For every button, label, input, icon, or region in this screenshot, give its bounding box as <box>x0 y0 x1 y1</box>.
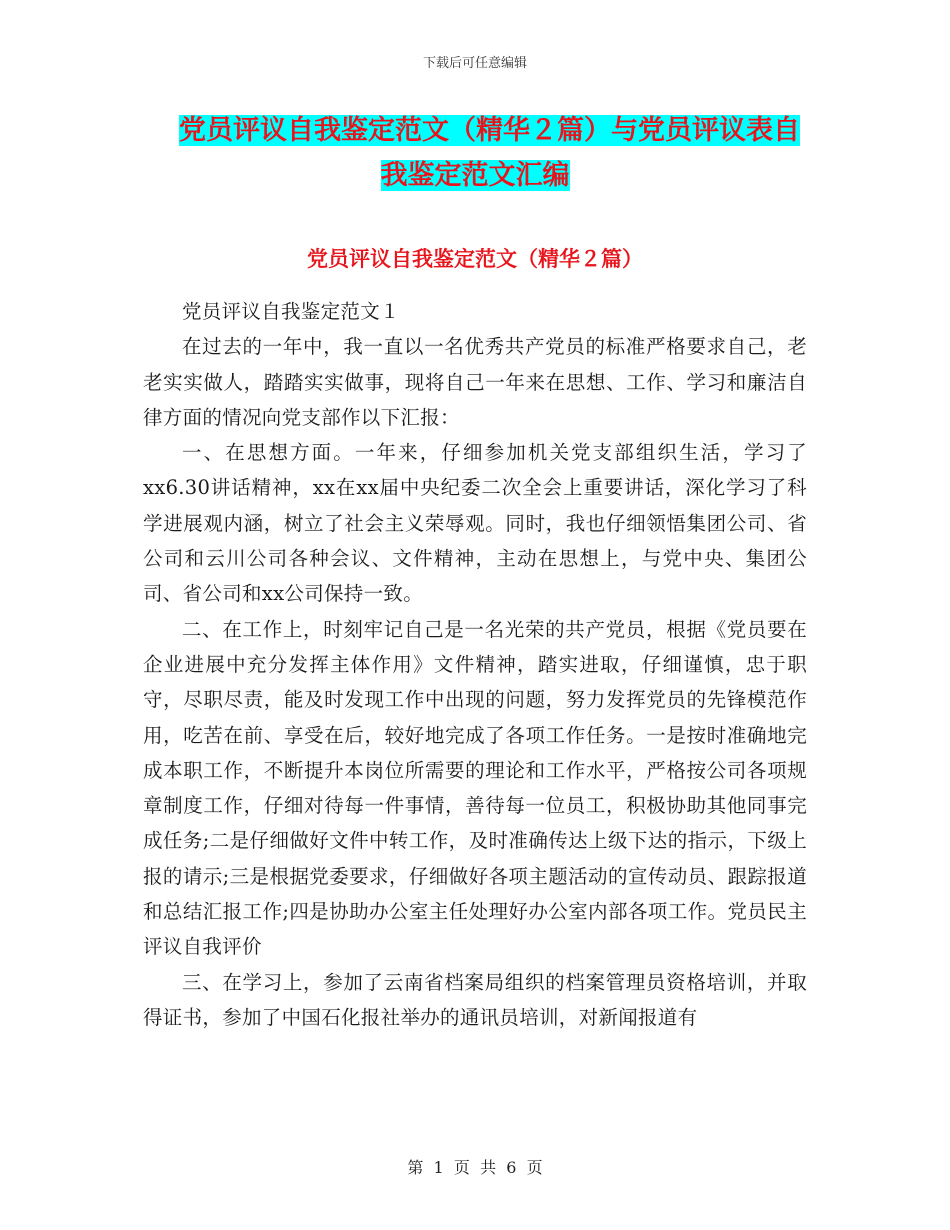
page-footer: 第 1 页 共 6 页 <box>407 1158 543 1177</box>
section-title: 党员评议自我鉴定范文（精华２篇） <box>307 247 643 271</box>
paragraph: 一、在思想方面。一年来，仔细参加机关党支部组织生活，学习了xx6.30讲话精神，xx在xx届中央纪委二次全会上重要讲话，深化学习了科学进展观内涵，树立了社会主义荣辱观。同时，我也仔细领悟集团公司、省公司和云川公司各种会议、文件精神，主动在思想上，与党中央、集团公司、省公司和xx公司保持一致。 <box>143 441 807 606</box>
document-title <box>150 108 800 198</box>
paragraph: 三、在学习上，参加了云南省档案局组织的档案管理员资格培训，并取得证书，参加了中国石化报社举办的通讯员培训，对新闻报道有 <box>143 970 807 1029</box>
paragraph: 在过去的一年中，我一直以一名优秀共产党员的标准严格要求自己，老老实实做人，踏踏实实做事，现将自己一年来在思想、工作、学习和廉洁自律方面的情况向党支部作以下汇报： <box>143 335 807 429</box>
title-line-2: 我鉴定范文汇编 <box>380 160 570 191</box>
paragraph: 党员评议自我鉴定范文１ <box>182 300 400 323</box>
paragraph: 二、在工作上，时刻牢记自己是一名光荣的共产党员，根据《党员要在企业进展中充分发挥主体作用》文件精神，踏实进取，仔细谨慎，忠于职守，尽职尽责，能及时发现工作中出现的问题，努力发挥党员的先锋模范作用，吃苦在前、享受在后，较好地完成了各项工作任务。一是按时准确地完成本职工作，不断提升本岗位所需要的理论和工作水平，严格按公司各项规章制度工作，仔细对待每一件事情，善待每一位员工，积极协助其他同事完成任务;二是仔细做好文件中转工作，及时准确传达上级下达的指示，下级上报的请示;三是根据党委要求，仔细做好各项主题活动的宣传动员、跟踪报道和总结汇报工作;四是协助办公室主任处理好办公室内部各项工作。党员民主评议自我评价 <box>143 617 807 959</box>
header-note: 下载后可任意编辑 <box>422 56 527 71</box>
title-line-1: 党员评议自我鉴定范文（精华２篇）与党员评议表自 <box>179 115 800 146</box>
body-text <box>143 294 807 1035</box>
